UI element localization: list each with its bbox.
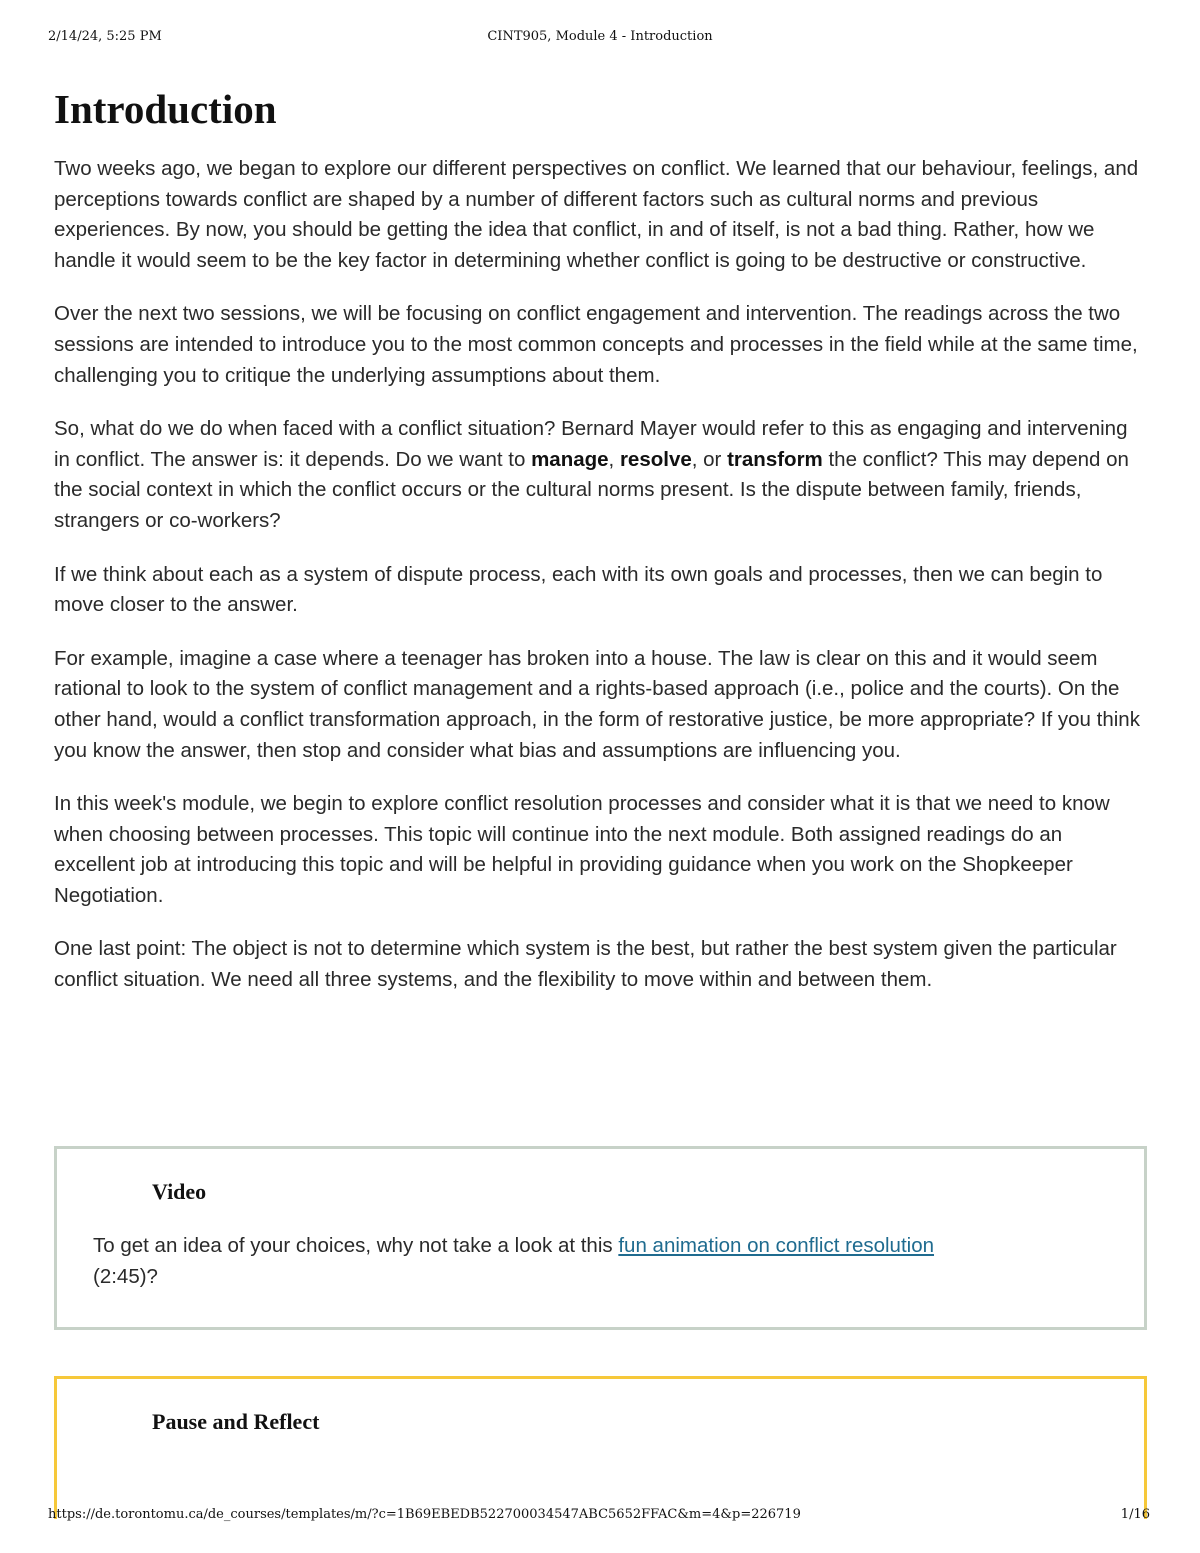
pause-reflect-callout: [54, 1376, 1147, 1519]
print-footer: [0, 1507, 1200, 1527]
term-manage: manage: [531, 447, 609, 471]
term-resolve: resolve: [619, 447, 692, 471]
p3-sep-2: , or: [691, 447, 728, 471]
paragraph-2: Over the next two sessions, we will be focusing on conflict engagement and intervention. The readings across the two sessions are intended to introduce you to the most common concepts and processes in the field while at the same time, challenging you to critique the underlying assumptions about them.: [54, 302, 1138, 387]
term-transform: transform: [727, 447, 823, 471]
video-callout-text: [93, 1231, 993, 1292]
p3-sep-1: ,: [608, 447, 620, 471]
pause-reflect-title: Pause and Reflect: [152, 1409, 320, 1434]
print-doc-title: CINT905, Module 4 - Introduction: [487, 29, 713, 44]
paragraph-4: If we think about each as a system of dispute process, each with its own goals and processes, then we can begin to move closer to the answer.: [54, 562, 1103, 617]
paragraph-1: Two weeks ago, we began to explore our different perspectives on conflict. We learned that our behaviour, feelings, and perceptions towards conflict are shaped by a number of different factors such as cultural norms and previous experiences. By now, you should be getting the idea that conflict, in and of itself, is not a bad thing. Rather, how we handle it would seem to be the key factor in determining whether conflict is going to be destructive or constructive.: [54, 157, 1139, 272]
paragraph-3: [54, 414, 1148, 536]
p3-text-after: the conflict? This may depend on the social context in which the conflict occurs or the cultural norms present. Is the dispute between family, friends, strangers or co-workers?: [54, 447, 1129, 532]
p3-text-before: So, what do we do when faced with a conflict situation? Bernard Mayer would refer to this as engaging and intervening in conflict. The answer is: it depends. Do we want to: [54, 417, 1128, 471]
animation-link[interactable]: fun animation on conflict resolution: [618, 1234, 935, 1257]
video-callout-title: Video: [152, 1179, 207, 1204]
paragraph-6: In this week's module, we begin to explore conflict resolution processes and consider what it is that we need to know when choosing between processes. This topic will continue into the next module. Both assigned readings do an excellent job at introducing this topic and will be helpful in providing guidance when you work on the Shopkeeper Negotiation.: [54, 792, 1110, 907]
video-text-before: To get an idea of your choices, why not take a look at this: [93, 1234, 619, 1257]
paragraph-5: For example, imagine a case where a teenager has broken into a house. The law is clear on this and it would seem rational to look to the system of conflict management and a rights-based approach (i.e., police and the courts). On the other hand, would a conflict transformation approach, in the form of restorative justice, be more appropriate? If you think you know the answer, then stop and consider what bias and assumptions are influencing you.: [54, 646, 1140, 762]
print-url: https://de.torontomu.ca/de_courses/templates/m/?c=1B69EBEDB522700034547ABC5652FFAC&m=4&p=226719: [48, 1507, 801, 1522]
print-header: [0, 29, 1200, 49]
page-title: Introduction: [54, 86, 277, 132]
video-text-after: (2:45)?: [93, 1264, 158, 1288]
main-content: [54, 80, 1148, 1019]
video-callout: [54, 1146, 1147, 1330]
print-page-number: 1/16: [1120, 1507, 1150, 1522]
paragraph-7: One last point: The object is not to determine which system is the best, but rather the best system given the particular conflict situation. We need all three systems, and the flexibility to move within and between them.: [54, 937, 1117, 992]
print-datetime: 2/14/24, 5:25 PM: [48, 29, 162, 44]
